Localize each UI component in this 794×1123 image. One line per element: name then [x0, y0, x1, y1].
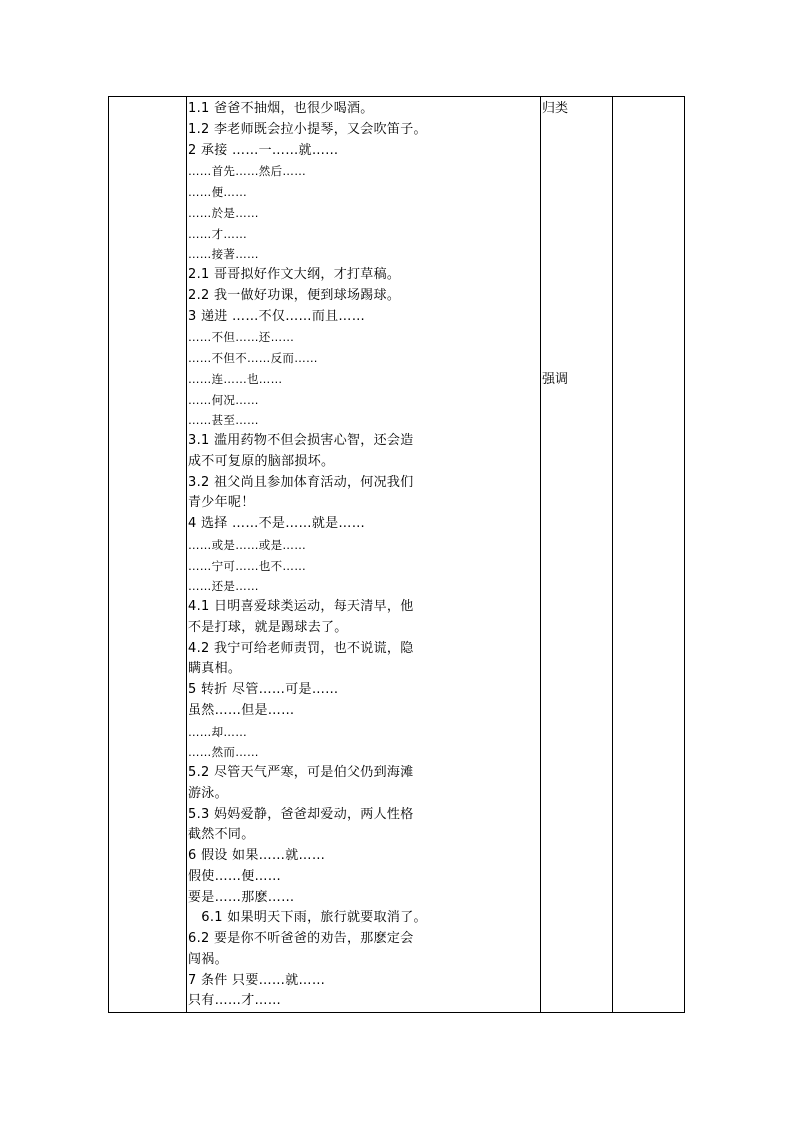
text-line: 不是打球，就是踢球去了。: [188, 619, 348, 635]
text-line: 5.3 妈妈爱静，爸爸却爱动，两人性格: [188, 806, 414, 822]
column-divider: [540, 97, 541, 1012]
text-line: 瞒真相。: [188, 661, 242, 677]
text-line: 6.1 如果明天下雨，旅行就要取消了。: [188, 910, 427, 926]
column-divider: [186, 97, 187, 1012]
text-line: 假使……便……: [188, 868, 282, 884]
text-line: ……却……: [188, 724, 247, 739]
content-column: [188, 99, 540, 1012]
text-line: ……甚至……: [188, 413, 259, 428]
text-line: 3 递进 ……不仅……而且……: [188, 308, 366, 324]
text-line: 5 转折 尽管……可是……: [188, 682, 339, 697]
text-line: 6 假设 如果……就……: [188, 848, 326, 863]
text-line: ……还是……: [188, 579, 259, 594]
text-line: 只有……才……: [188, 993, 282, 1009]
text-line: 要是……那麽……: [188, 889, 295, 905]
category-label: 归类: [542, 101, 569, 116]
text-line: ……接著……: [188, 247, 259, 262]
text-line: 4.2 我宁可给老师责罚，也不说谎，隐: [188, 640, 414, 656]
text-line: ……便……: [188, 185, 247, 199]
text-line: 4.1 日明喜爱球类运动，每天清早，他: [188, 599, 414, 614]
text-line: 闯祸。: [188, 951, 228, 967]
text-line: 成不可复原的脑部损坏。: [188, 453, 335, 469]
text-line: ……才……: [188, 226, 247, 241]
text-line: ……不但……还……: [188, 330, 295, 345]
column-divider: [612, 97, 613, 1012]
text-line: 5.2 尽管天气严寒，可是伯父仍到海滩: [188, 765, 414, 780]
text-line: 青少年呢！: [188, 495, 255, 511]
text-line: 2.2 我一做好功课，便到球场踢球。: [188, 287, 401, 303]
category-label: 强调: [542, 372, 569, 387]
text-line: 游泳。: [188, 785, 228, 801]
text-line: ……然而……: [188, 745, 259, 760]
text-line: ……连……也……: [188, 371, 283, 386]
lesson-table: [108, 96, 685, 1013]
text-line: ……宁可……也不……: [188, 558, 306, 573]
text-line: 1.1 爸爸不抽烟，也很少喝酒。: [188, 101, 374, 116]
text-line: 截然不同。: [188, 827, 255, 843]
text-line: ……首先……然后……: [188, 164, 306, 179]
text-line: ……何况……: [188, 392, 259, 407]
text-line: 4 选择 ……不是……就是……: [188, 516, 366, 531]
text-line: 2 承接 ……一……就……: [188, 142, 339, 158]
text-line: 2.1 哥哥拟好作文大纲，才打草稿。: [188, 267, 401, 282]
text-line: ……於是……: [188, 205, 259, 220]
text-line: 虽然……但是……: [188, 702, 295, 718]
text-line: ……不但不……反而……: [188, 351, 318, 365]
text-line: 3.1 滥用药物不但会损害心智，还会造: [188, 433, 414, 448]
text-line: ……或是……或是……: [188, 537, 306, 552]
text-line: 7 条件 只要……就……: [188, 972, 326, 988]
text-line: 1.2 李老师既会拉小提琴，又会吹笛子。: [188, 121, 427, 137]
text-line: 3.2 祖父尚且参加体育活动，何况我们: [188, 474, 414, 490]
text-line: 6.2 要是你不听爸爸的劝告，那麽定会: [188, 931, 414, 946]
